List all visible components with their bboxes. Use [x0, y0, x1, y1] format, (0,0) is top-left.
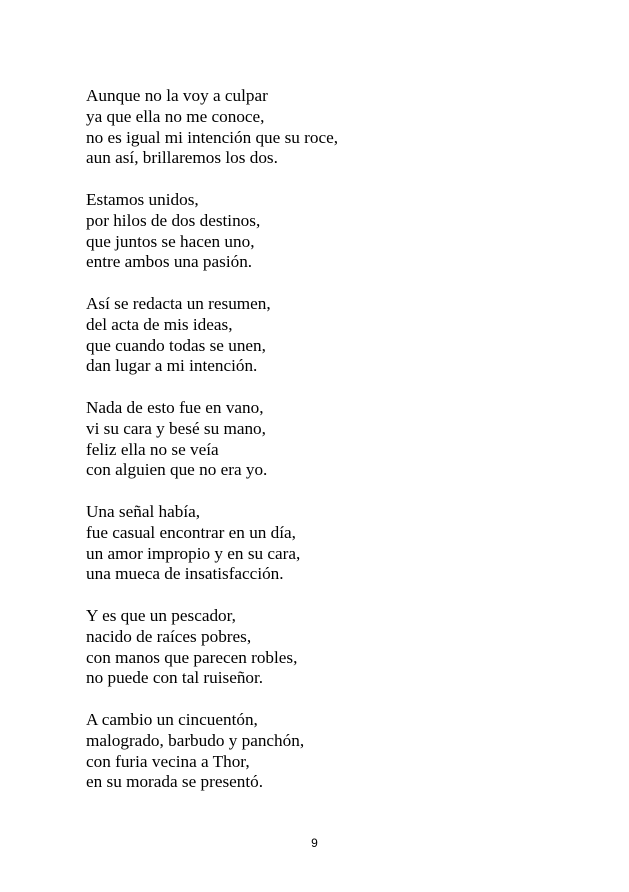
poem-line: Aunque no la voy a culpar: [86, 86, 268, 105]
poem-line: vi su cara y besé su mano,: [86, 418, 266, 438]
poem-line: con manos que parecen robles,: [86, 647, 298, 667]
stanza: [86, 190, 566, 273]
stanza: [86, 294, 566, 377]
stanza: [86, 86, 566, 169]
poem-line: Nada de esto fue en vano,: [86, 397, 264, 417]
poem-line: Una señal había,: [86, 501, 201, 521]
poem-line: del acta de mis ideas,: [86, 314, 233, 334]
poem-line: por hilos de dos destinos,: [86, 210, 261, 230]
poem-line: con furia vecina a Thor,: [86, 751, 250, 771]
poem-line: un amor impropio y en su cara,: [86, 543, 301, 563]
poem-line: una mueca de insatisfacción.: [86, 564, 284, 584]
stanza: [86, 502, 566, 585]
page-number: 9: [311, 836, 318, 850]
poem-line: no puede con tal ruiseñor.: [86, 668, 264, 688]
poem-line: no es igual mi intención que su roce,: [86, 127, 339, 147]
poem-line: fue casual encontrar en un día,: [86, 522, 296, 542]
poem-line: dan lugar a mi intención.: [86, 356, 258, 376]
poem-line: Y es que un pescador,: [86, 605, 236, 625]
poem-line: ya que ella no me conoce,: [86, 106, 265, 126]
poem-line: en su morada se presentó.: [86, 772, 264, 792]
poem-line: aun así, brillaremos los dos.: [86, 148, 278, 168]
poem-line: Estamos unidos,: [86, 189, 199, 209]
poem-body: [86, 86, 566, 814]
poem-line: que juntos se hacen uno,: [86, 231, 255, 251]
poem-line: feliz ella no se veía: [86, 439, 219, 459]
poem-line: Así se redacta un resumen,: [86, 293, 271, 313]
stanza: [86, 398, 566, 481]
poem-line: nacido de raíces pobres,: [86, 626, 252, 646]
poem-line: entre ambos una pasión.: [86, 252, 253, 272]
poem-line: A cambio un cincuentón,: [86, 709, 258, 729]
stanza: [86, 710, 566, 793]
poem-line: malogrado, barbudo y panchón,: [86, 730, 305, 750]
stanza: [86, 606, 566, 689]
poem-line: con alguien que no era yo.: [86, 460, 268, 480]
poem-line: que cuando todas se unen,: [86, 335, 266, 355]
